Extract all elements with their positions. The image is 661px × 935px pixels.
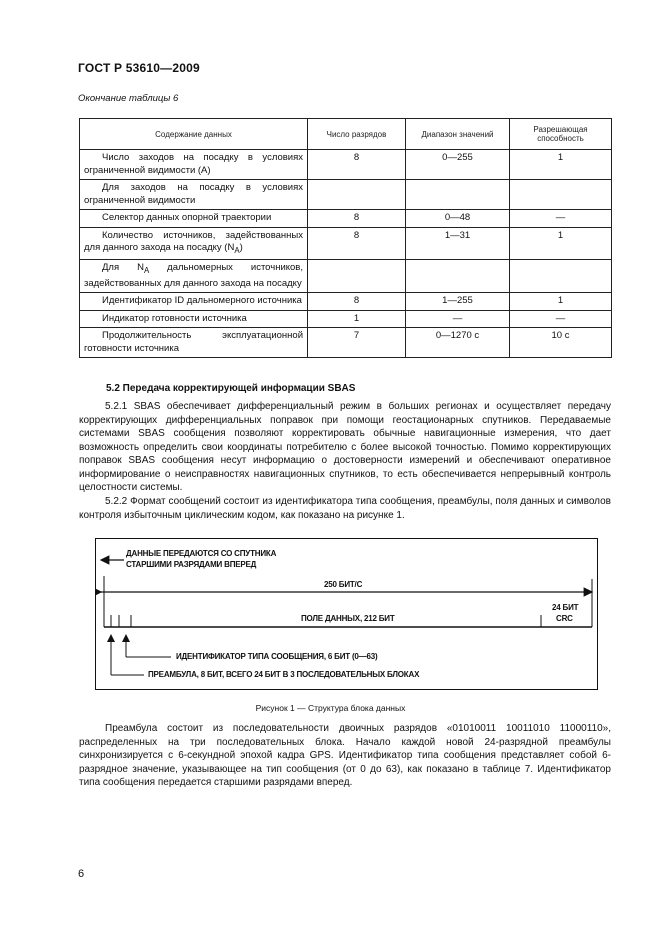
cell-resolution: 1 xyxy=(510,293,612,311)
paragraph-5-2-2: 5.2.2 Формат сообщений состоит из идентификатора типа сообщения, преамбулы, поля данных и символов контроля избыточным циклическим кодом, как показано на рисунке 1. xyxy=(79,496,611,521)
cell-bits: 8 xyxy=(308,210,406,228)
cell-range xyxy=(406,260,510,293)
cell-content-text: Количество источников, задействованных для данного захода на посадку (N xyxy=(84,229,303,253)
cell-resolution xyxy=(510,260,612,293)
figure-caption: Рисунок 1 — Структура блока данных xyxy=(255,703,406,713)
table-row xyxy=(80,328,612,358)
paragraph-preamble: Преамбула состоит из последовательности двоичных разрядов «01010011 10011010 11000110», распределенных на три последовательных блока. Начало каждой новой 24-разрядной преамбулы синхронизируется с 6-секундной эпохой кадра GPS. Идентификатор типа сообщения представляет собой 6-разрядное значение, указывающее на тип сообщения (от 0 до 63), как показано в таблице 7. Идентификатор типа сообщения передается старшими разрядами вперед. xyxy=(79,723,611,788)
cell-range: 1—255 xyxy=(406,293,510,311)
header-range: Диапазон значений xyxy=(406,119,510,150)
cell-resolution xyxy=(510,180,612,210)
cell-range: 0—255 xyxy=(406,150,510,180)
cell-content-tail: ) xyxy=(239,242,243,253)
table-row xyxy=(80,180,612,210)
cell-content: Для заходов на посадку в условиях ограниченной видимости xyxy=(80,180,308,210)
header-content: Содержание данных xyxy=(80,119,308,150)
data-field-label: ПОЛЕ ДАННЫХ, 212 БИТ xyxy=(301,614,395,623)
cell-content xyxy=(80,260,308,293)
cell-resolution: — xyxy=(510,210,612,228)
cell-bits: 1 xyxy=(308,310,406,328)
cell-bits: 8 xyxy=(308,227,406,260)
cell-content-text: Для N xyxy=(102,262,144,274)
header-bits: Число разрядов xyxy=(308,119,406,150)
cell-range: — xyxy=(406,310,510,328)
table-row xyxy=(80,150,612,180)
msb-label-line2: СТАРШИМИ РАЗРЯДАМИ ВПЕРЕД xyxy=(126,560,257,569)
preamble-label: ПРЕАМБУЛА, 8 БИТ, ВСЕГО 24 БИТ В 3 ПОСЛЕДОВАТЕЛЬНЫХ БЛОКАХ xyxy=(148,670,420,679)
cell-resolution: 1 xyxy=(510,227,612,260)
cell-resolution: 1 xyxy=(510,150,612,180)
cell-content: Число заходов на посадку в условиях ограниченной видимости (А) xyxy=(80,150,308,180)
cell-content: Селектор данных опорной траектории xyxy=(80,210,308,228)
cell-bits xyxy=(308,180,406,210)
crc-label: CRC xyxy=(556,614,573,623)
cell-bits: 7 xyxy=(308,328,406,358)
data-block-diagram xyxy=(95,538,598,690)
subscript: A xyxy=(143,266,150,276)
table-row xyxy=(80,310,612,328)
cell-content: Индикатор готовности источника xyxy=(80,310,308,328)
cell-content: Продолжительность эксплуатационной готовности источника xyxy=(80,328,308,358)
type-id-label: ИДЕНТИФИКАТОР ТИПА СООБЩЕНИЯ, 6 БИТ (0—63) xyxy=(176,652,378,661)
cell-range xyxy=(406,180,510,210)
cell-resolution: 10 с xyxy=(510,328,612,358)
cell-range: 1—31 xyxy=(406,227,510,260)
cell-bits: 8 xyxy=(308,150,406,180)
standard-title: ГОСТ Р 53610—2009 xyxy=(78,61,200,75)
cell-bits: 8 xyxy=(308,293,406,311)
total-rate-label: 250 БИТ/С xyxy=(324,580,363,589)
header-resolution: Разрешающая способность xyxy=(510,119,612,150)
subscript: A xyxy=(234,245,240,255)
table-row xyxy=(80,293,612,311)
table-row xyxy=(80,227,612,260)
section-heading: 5.2 Передача корректирующей информации SBAS xyxy=(106,383,356,394)
table-continuation-label: Окончание таблицы 6 xyxy=(78,93,179,104)
table-row xyxy=(80,260,612,293)
table-row xyxy=(80,210,612,228)
msb-label-line1: ДАННЫЕ ПЕРЕДАЮТСЯ СО СПУТНИКА xyxy=(126,549,277,558)
crc-bits-label: 24 БИТ xyxy=(552,603,579,612)
cell-content xyxy=(80,227,308,260)
cell-range: 0—1270 с xyxy=(406,328,510,358)
cell-content-tail: дальномерных источников, задействованных для данного захода на посадку xyxy=(84,262,303,289)
page-number: 6 xyxy=(78,868,85,880)
cell-bits xyxy=(308,260,406,293)
cell-content: Идентификатор ID дальномерного источника xyxy=(80,293,308,311)
cell-resolution: — xyxy=(510,310,612,328)
paragraph-5-2-1: 5.2.1 SBAS обеспечивает дифференциальный режим в больших регионах и осуществляет передачу корректирующих дифференциальных поправок при помощи геостационарных спутников. Передаваемые системами SBAS сообщения позволяют корректировать обычные навигационные измерения, что дает возможность определить свои координаты потребителю с более высокой точностью. Помимо корректирующих поправок SBAS сообщения несут информацию о достоверности измерений и обеспечивают оперативное информирование о неисправностях навигационных спутников, то есть обеспечивается непрерывный контроль целостности системы. xyxy=(79,401,611,493)
table-header-row xyxy=(80,119,612,150)
data-table xyxy=(79,118,612,358)
cell-range: 0—48 xyxy=(406,210,510,228)
